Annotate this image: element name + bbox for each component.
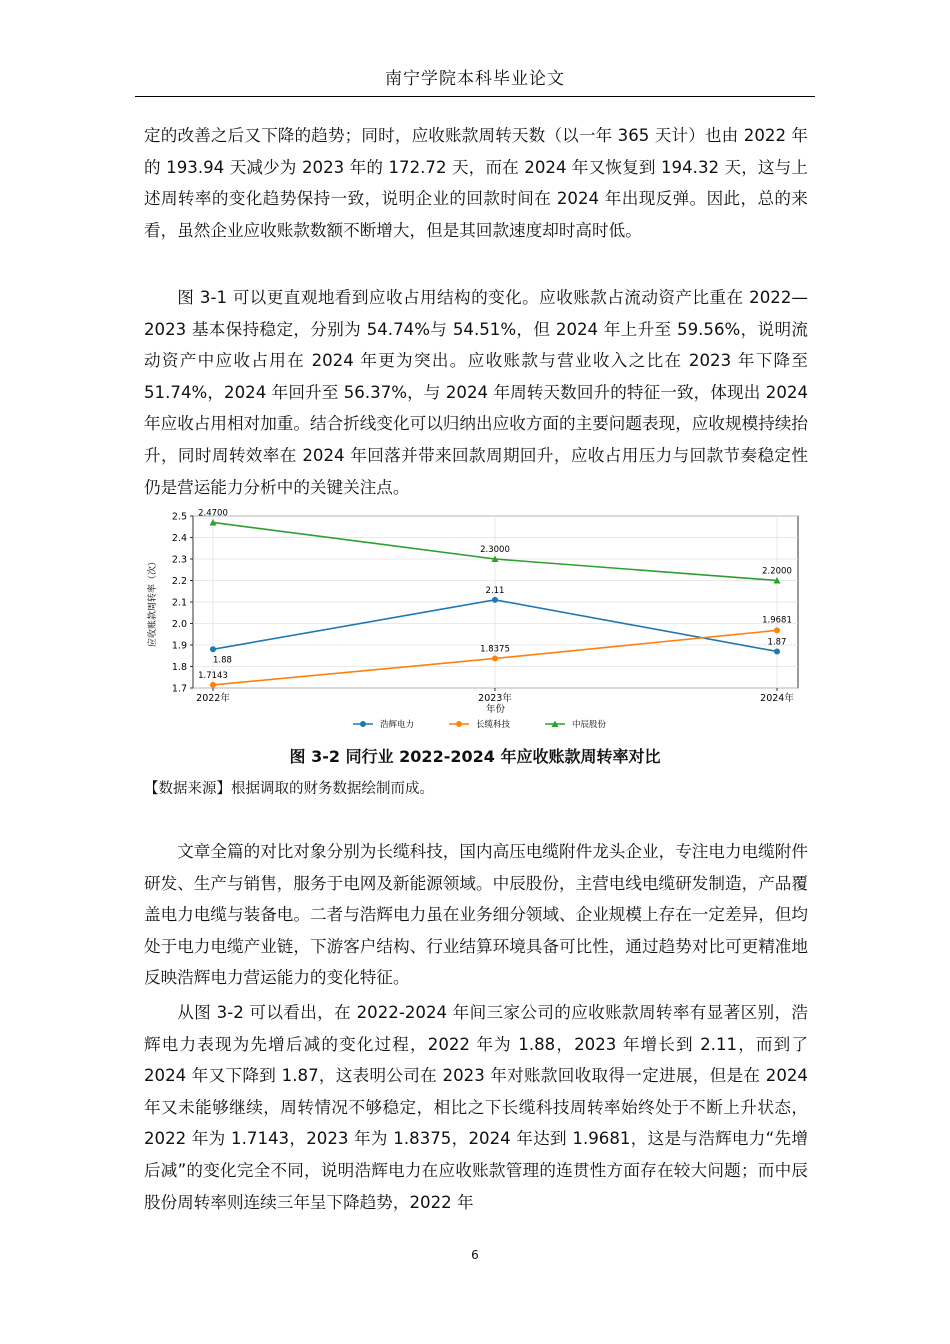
x-axis-label: 年份 bbox=[485, 704, 506, 715]
data-point bbox=[492, 597, 498, 603]
legend-label: 中辰股份 bbox=[572, 720, 607, 730]
data-label: 1.88 bbox=[213, 655, 232, 666]
paragraph-3: 文章全篇的对比对象分别为长缆科技，国内高压电缆附件龙头企业，专注电力电缆附件研发、生产与销售，服务于电网及新能源领域。中辰股份，主营电线电缆研发制造，产品覆盖电力电缆与装备电。二者与浩辉电力虽在业务细分领域、企业规模上存在一定差异，但均处于电力电缆产业链，下游客户结构、行业结算环境具备可比性，通过趋势对比可更精准地反映浩辉电力营运能力的变化特征。 bbox=[144, 842, 808, 988]
y-tick-label: 2.0 bbox=[171, 619, 187, 630]
legend-label: 浩辉电力 bbox=[380, 720, 415, 730]
data-label: 2.3000 bbox=[480, 545, 510, 555]
x-tick-label: 2023年 bbox=[478, 693, 512, 704]
legend-label: 长缆科技 bbox=[476, 720, 511, 730]
x-tick-label: 2024年 bbox=[760, 693, 794, 704]
paragraph-2: 图 3-1 可以更直观地看到应收占用结构的变化。应收账款占流动资产比重在 2022—2023 基本保持稳定，分别为 54.74%与 54.51%，但 2024 年上升至 59.56%，说明流动资产中应收占用在 2024 年更为突出。应收账款与营业收入之比在 2023 年下降至 51.74%，2024 年回升至 56.37%，与 2024 年周转天数回升的特征一致，体现出 2024 年应收占用相对加重。结合折线变化可以归纳出应收方面的主要问题表现，应收规模持续抬升，同时周转效率在 2024 年回落并带来回款周期回升，应收占用压力与回款节奏稳定性仍是营运能力分析中的关键关注点。 bbox=[144, 288, 808, 497]
page-number: 6 bbox=[471, 1248, 479, 1262]
data-label: 1.7143 bbox=[198, 670, 228, 681]
turnover-chart bbox=[143, 508, 803, 736]
y-tick-label: 1.7 bbox=[171, 683, 187, 695]
y-tick-label: 2.1 bbox=[171, 597, 187, 609]
y-tick-label: 2.3 bbox=[171, 554, 187, 566]
data-point bbox=[210, 682, 216, 688]
data-label: 1.9681 bbox=[762, 615, 792, 626]
data-point bbox=[774, 627, 780, 633]
paragraph-4: 从图 3-2 可以看出，在 2022-2024 年间三家公司的应收账款周转率有显著区别，浩辉电力表现为先增后减的变化过程，2022 年为 1.88，2023 年增长到 2.11，而到了 2024 年又下降到 1.87，这表明公司在 2023 年对账款回收取得一定进展，但是在 2024 年又未能够继续，周转情况不够稳定，相比之下长缆科技周转率始终处于不断上升状态，2022 年为 1.7143，2023 年为 1.8375，2024 年达到 1.9681，这是与浩辉电力“先增后减”的变化完全不同，说明浩辉电力在应收账款管理的连贯性方面存在较大问题；而中辰股份周转率则连续三年呈下降趋势，2022 年 bbox=[144, 1003, 808, 1212]
data-label: 2.4700 bbox=[198, 508, 228, 519]
legend-marker bbox=[360, 721, 366, 727]
data-label: 1.8375 bbox=[480, 644, 510, 655]
y-axis-label: 应收账款周转率（次） bbox=[148, 556, 158, 648]
data-label: 2.2000 bbox=[762, 566, 792, 577]
y-tick-label: 1.9 bbox=[171, 640, 187, 652]
data-point bbox=[774, 648, 780, 654]
chart-svg bbox=[143, 508, 803, 736]
y-tick-label: 1.8 bbox=[171, 662, 187, 673]
figure-source: 【数据来源】根据调取的财务数据绘制而成。 bbox=[144, 781, 434, 797]
data-label: 1.87 bbox=[767, 637, 787, 648]
data-point bbox=[492, 655, 498, 661]
data-point bbox=[210, 646, 216, 652]
data-label: 2.11 bbox=[485, 585, 505, 596]
paragraph-1: 定的改善之后又下降的趋势；同时，应收账款周转天数（以一年 365 天计）也由 2022 年的 193.94 天减少为 2023 年的 172.72 天，而在 2024 年又恢复到 194.32 天，这与上述周转率的变化趋势保持一致，说明企业的回款时间在 2024 年出现反弹。因此，总的来看，虽然企业应收账款数额不断增大，但是其回款速度却时高时低。 bbox=[144, 126, 808, 240]
header-rule bbox=[135, 96, 815, 97]
figure-caption: 图 3-2 同行业 2022-2024 年应收账款周转率对比 bbox=[289, 747, 661, 766]
x-tick-label: 2022年 bbox=[196, 693, 230, 704]
y-tick-label: 2.4 bbox=[171, 533, 187, 544]
legend-marker bbox=[456, 721, 462, 727]
y-tick-label: 2.2 bbox=[171, 576, 187, 587]
y-tick-label: 2.5 bbox=[171, 511, 187, 523]
running-header: 南宁学院本科毕业论文 bbox=[385, 69, 565, 89]
